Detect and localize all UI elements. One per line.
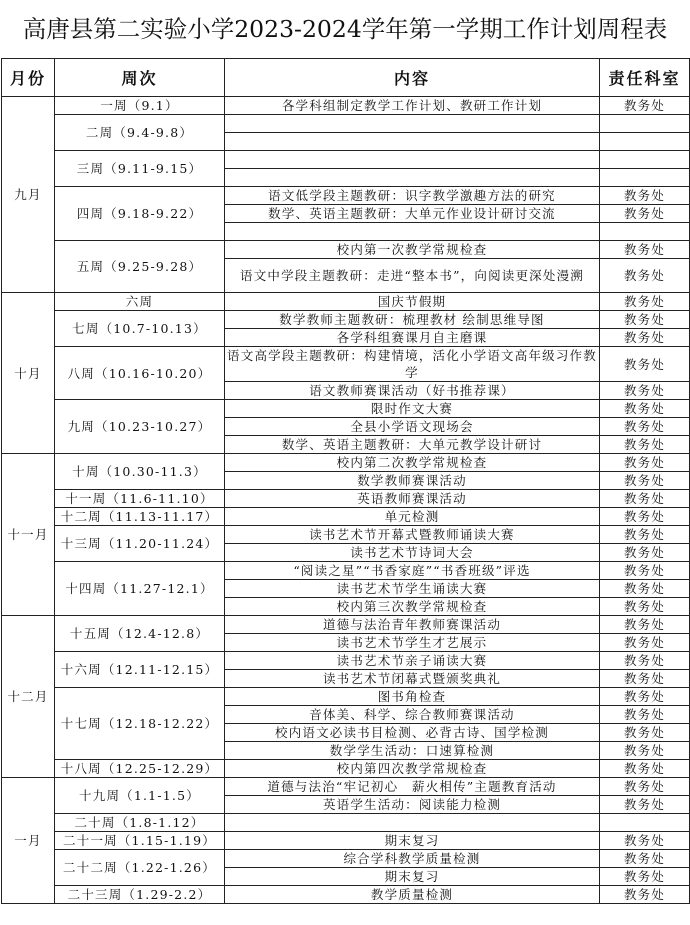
week-cell: 二十三周（1.29-2.2） [55,886,225,904]
content-cell [225,151,600,169]
schedule-row [2,151,690,169]
dept-cell: 教务处 [600,508,690,526]
dept-cell [600,169,690,187]
header-dept: 责任科室 [600,59,690,97]
content-cell: 读书艺术节闭幕式暨颁奖典礼 [225,670,600,688]
content-cell: 教学质量检测 [225,886,600,904]
dept-cell [600,151,690,169]
schedule-row [2,293,690,311]
dept-cell [600,133,690,151]
content-cell: 校内第三次教学常规检查 [225,598,600,616]
dept-cell [600,223,690,241]
dept-cell: 教务处 [600,832,690,850]
schedule-row [2,526,690,544]
page-title: 高唐县第二实验小学2023-2024学年第一学期工作计划周程表 [22,15,668,43]
week-cell: 十七周（12.18-12.22） [55,688,225,760]
schedule-row [2,115,690,133]
header-week: 周次 [55,59,225,97]
dept-cell: 教务处 [600,187,690,205]
content-cell: 语文高学段主题教研：构建情境，活化小学语文高年级习作教学 [225,347,600,382]
content-cell: 数学、英语主题教研：大单元教学设计研讨 [225,436,600,454]
dept-cell: 教务处 [600,526,690,544]
week-cell: 三周（9.11-9.15） [55,151,225,187]
content-cell: 单元检测 [225,508,600,526]
schedule-body [2,97,690,904]
schedule-row [2,832,690,850]
content-cell: 道德与法治青年教师赛课活动 [225,616,600,634]
week-cell: 六周 [55,293,225,311]
content-cell: 英语学生活动：阅读能力检测 [225,796,600,814]
dept-cell: 教务处 [600,688,690,706]
dept-cell: 教务处 [600,544,690,562]
content-cell: 语文低学段主题教研：识字教学激趣方法的研究 [225,187,600,205]
content-cell: 综合学科教学质量检测 [225,850,600,868]
schedule-table [1,58,690,904]
schedule-row [2,778,690,796]
dept-cell: 教务处 [600,472,690,490]
dept-cell: 教务处 [600,400,690,418]
schedule-row [2,241,690,259]
content-cell: 读书艺术节学生诵读大赛 [225,580,600,598]
content-cell: “阅读之星”“书香家庭”“书香班级”评选 [225,562,600,580]
dept-cell: 教务处 [600,562,690,580]
content-cell: 读书艺术节学生才艺展示 [225,634,600,652]
week-cell: 十九周（1.1-1.5） [55,778,225,814]
dept-cell: 教务处 [600,616,690,634]
header-row [2,59,690,97]
content-cell: 图书角检查 [225,688,600,706]
dept-cell: 教务处 [600,293,690,311]
schedule-row [2,886,690,904]
week-cell: 一周（9.1） [55,97,225,115]
dept-cell: 教务处 [600,347,690,382]
month-cell: 十二月 [2,616,55,778]
content-cell: 英语教师赛课活动 [225,490,600,508]
dept-cell: 教务处 [600,868,690,886]
dept-cell: 教务处 [600,598,690,616]
week-cell: 九周（10.23-10.27） [55,400,225,454]
dept-cell: 教务处 [600,259,690,293]
dept-cell: 教务处 [600,580,690,598]
content-cell: 国庆节假期 [225,293,600,311]
schedule-row [2,508,690,526]
week-cell: 二周（9.4-9.8） [55,115,225,151]
content-cell: 语文中学段主题教研：走进“整本书”，向阅读更深处漫溯 [225,259,600,293]
month-cell: 九月 [2,97,55,293]
content-cell: 读书艺术节诗词大会 [225,544,600,562]
header-month: 月份 [2,59,55,97]
dept-cell: 教务处 [600,241,690,259]
dept-cell [600,814,690,832]
content-cell: 读书艺术节亲子诵读大赛 [225,652,600,670]
dept-cell: 教务处 [600,760,690,778]
week-cell: 二十周（1.8-1.12） [55,814,225,832]
week-cell: 八周（10.16-10.20） [55,347,225,400]
schedule-row [2,187,690,205]
dept-cell [600,115,690,133]
content-cell: 各学科组赛课月自主磨课 [225,329,600,347]
dept-cell: 教务处 [600,634,690,652]
dept-cell: 教务处 [600,311,690,329]
content-cell [225,814,600,832]
dept-cell: 教务处 [600,706,690,724]
dept-cell: 教务处 [600,670,690,688]
schedule-row [2,454,690,472]
dept-cell: 教务处 [600,205,690,223]
dept-cell: 教务处 [600,886,690,904]
content-cell: 各学科组制定教学工作计划、教研工作计划 [225,97,600,115]
content-cell: 数学教师赛课活动 [225,472,600,490]
week-cell: 二十二周（1.22-1.26） [55,850,225,886]
content-cell: 数学、英语主题教研：大单元作业设计研讨交流 [225,205,600,223]
schedule-row [2,562,690,580]
week-cell: 四周（9.18-9.22） [55,187,225,241]
schedule-row [2,760,690,778]
week-cell: 十六周（12.11-12.15） [55,652,225,688]
dept-cell: 教务处 [600,778,690,796]
content-cell: 校内第四次教学常规检查 [225,760,600,778]
content-cell [225,115,600,133]
content-cell [225,133,600,151]
week-cell: 十二周（11.13-11.17） [55,508,225,526]
content-cell: 语文教师赛课活动（好书推荐课） [225,382,600,400]
header-content: 内容 [225,59,600,97]
week-cell: 十五周（12.4-12.8） [55,616,225,652]
schedule-row [2,652,690,670]
dept-cell: 教务处 [600,490,690,508]
month-cell: 十月 [2,293,55,454]
schedule-row [2,97,690,115]
schedule-row [2,490,690,508]
schedule-row [2,311,690,329]
dept-cell: 教务处 [600,742,690,760]
content-cell: 数学教师主题教研：梳理教材 绘制思维导图 [225,311,600,329]
content-cell: 全县小学语文现场会 [225,418,600,436]
content-cell: 期末复习 [225,868,600,886]
content-cell: 校内第二次教学常规检查 [225,454,600,472]
schedule-row [2,850,690,868]
dept-cell: 教务处 [600,436,690,454]
content-cell: 读书艺术节开幕式暨教师诵读大赛 [225,526,600,544]
week-cell: 五周（9.25-9.28） [55,241,225,293]
content-cell [225,223,600,241]
schedule-row [2,814,690,832]
week-cell: 十一周（11.6-11.10） [55,490,225,508]
week-cell: 十周（10.30-11.3） [55,454,225,490]
week-cell: 十四周（11.27-12.1） [55,562,225,616]
month-cell: 一月 [2,778,55,904]
dept-cell: 教务处 [600,796,690,814]
dept-cell: 教务处 [600,850,690,868]
dept-cell: 教务处 [600,418,690,436]
dept-cell: 教务处 [600,454,690,472]
content-cell: 音体美、科学、综合教师赛课活动 [225,706,600,724]
content-cell: 校内第一次教学常规检查 [225,241,600,259]
week-cell: 二十一周（1.15-1.19） [55,832,225,850]
schedule-row [2,400,690,418]
schedule-row [2,616,690,634]
content-cell: 数学学生活动：口速算检测 [225,742,600,760]
dept-cell: 教务处 [600,652,690,670]
month-cell: 十一月 [2,454,55,616]
dept-cell: 教务处 [600,382,690,400]
dept-cell: 教务处 [600,97,690,115]
schedule-row [2,347,690,382]
schedule-row [2,688,690,706]
week-cell: 十三周（11.20-11.24） [55,526,225,562]
content-cell: 道德与法治“牢记初心 薪火相传”主题教育活动 [225,778,600,796]
content-cell: 校内语文必读书目检测、必背古诗、国学检测 [225,724,600,742]
content-cell [225,169,600,187]
week-cell: 十八周（12.25-12.29） [55,760,225,778]
week-cell: 七周（10.7-10.13） [55,311,225,347]
content-cell: 期末复习 [225,832,600,850]
dept-cell: 教务处 [600,329,690,347]
dept-cell: 教务处 [600,724,690,742]
content-cell: 限时作文大赛 [225,400,600,418]
